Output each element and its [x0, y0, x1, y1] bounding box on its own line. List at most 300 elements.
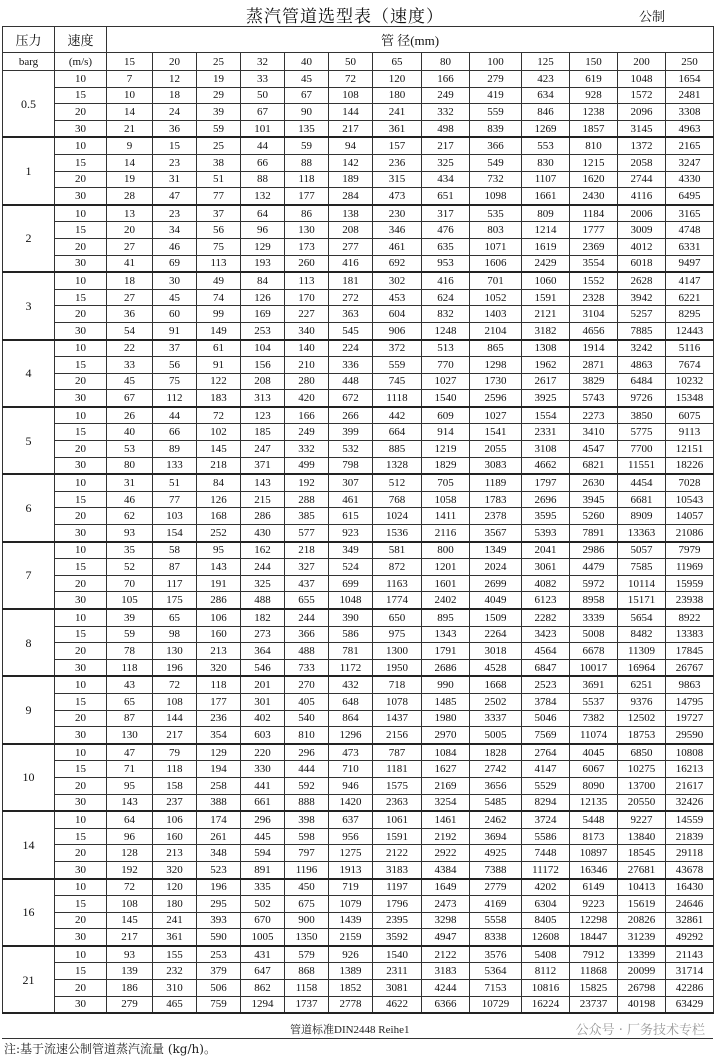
flow-value-cell: 1196 — [285, 861, 329, 878]
flow-value-cell: 559 — [470, 104, 522, 121]
flow-value-cell: 419 — [470, 87, 522, 104]
flow-value-cell: 4244 — [422, 980, 470, 997]
diameter-header-cell: 65 — [373, 53, 422, 71]
flow-value-cell: 18447 — [570, 929, 618, 946]
flow-value-cell: 16346 — [570, 861, 618, 878]
speed-cell: 20 — [55, 575, 107, 592]
flow-value-cell: 45 — [285, 71, 329, 88]
flow-value-cell: 177 — [285, 188, 329, 205]
pressure-cell: 4 — [3, 340, 55, 407]
flow-value-cell: 442 — [373, 407, 422, 424]
speed-cell: 30 — [55, 727, 107, 744]
flow-value-cell: 1349 — [470, 542, 522, 559]
flow-value-cell: 260 — [285, 255, 329, 272]
flow-value-cell: 11309 — [618, 643, 666, 660]
speed-cell: 20 — [55, 980, 107, 997]
table-row — [3, 306, 714, 323]
speed-cell: 10 — [55, 811, 107, 828]
table-row — [3, 424, 714, 441]
flow-value-cell: 220 — [241, 744, 285, 761]
speed-cell: 20 — [55, 845, 107, 862]
speed-cell: 10 — [55, 609, 107, 626]
diameter-header-cell: 100 — [470, 53, 522, 71]
flow-value-cell: 1350 — [285, 929, 329, 946]
table-row — [3, 289, 714, 306]
speed-cell: 10 — [55, 205, 107, 222]
flow-value-cell: 366 — [285, 626, 329, 643]
flow-value-cell: 12443 — [666, 322, 714, 339]
diameter-header-cell: 250 — [666, 53, 714, 71]
flow-value-cell: 317 — [422, 205, 470, 222]
flow-value-cell: 77 — [197, 188, 241, 205]
flow-value-cell: 402 — [241, 710, 285, 727]
flow-value-cell: 96 — [107, 828, 153, 845]
flow-value-cell: 52 — [107, 559, 153, 576]
flow-value-cell: 1061 — [373, 811, 422, 828]
flow-value-cell: 72 — [329, 71, 373, 88]
speed-cell: 10 — [55, 272, 107, 289]
flow-value-cell: 53 — [107, 441, 153, 458]
flow-value-cell: 173 — [285, 238, 329, 255]
flow-value-cell: 2462 — [470, 811, 522, 828]
flow-value-cell: 69 — [153, 255, 197, 272]
flow-value-cell: 868 — [285, 963, 329, 980]
flow-value-cell: 177 — [197, 693, 241, 710]
flow-value-cell: 2104 — [470, 322, 522, 339]
flow-value-cell: 759 — [197, 996, 241, 1013]
flow-value-cell: 4147 — [666, 272, 714, 289]
flow-value-cell: 101 — [241, 120, 285, 137]
flow-value-cell: 6123 — [522, 592, 570, 609]
flow-value-cell: 26 — [107, 407, 153, 424]
flow-value-cell: 603 — [241, 727, 285, 744]
flow-value-cell: 145 — [107, 912, 153, 929]
table-row — [3, 761, 714, 778]
flow-value-cell: 900 — [285, 912, 329, 929]
flow-value-cell: 1857 — [570, 120, 618, 137]
speed-cell: 30 — [55, 188, 107, 205]
flow-value-cell: 2055 — [470, 441, 522, 458]
flow-value-cell: 160 — [153, 828, 197, 845]
flow-value-cell: 23 — [153, 205, 197, 222]
flow-value-cell: 20099 — [618, 963, 666, 980]
flow-value-cell: 279 — [470, 71, 522, 88]
flow-value-cell: 332 — [422, 104, 470, 121]
flow-value-cell: 465 — [153, 996, 197, 1013]
flow-value-cell: 88 — [285, 154, 329, 171]
table-row — [3, 710, 714, 727]
speed-cell: 15 — [55, 87, 107, 104]
flow-value-cell: 7674 — [666, 357, 714, 374]
flow-value-cell: 37 — [197, 205, 241, 222]
flow-value-cell: 22 — [107, 340, 153, 357]
flow-value-cell: 770 — [422, 357, 470, 374]
flow-value-cell: 803 — [470, 222, 522, 239]
flow-value-cell: 8909 — [618, 508, 666, 525]
speed-cell: 20 — [55, 306, 107, 323]
flow-value-cell: 864 — [329, 710, 373, 727]
flow-value-cell: 523 — [197, 861, 241, 878]
flow-value-cell: 266 — [329, 407, 373, 424]
flow-value-cell: 93 — [107, 525, 153, 542]
speed-cell: 10 — [55, 340, 107, 357]
flow-value-cell: 535 — [470, 205, 522, 222]
flow-value-cell: 2970 — [422, 727, 470, 744]
flow-value-cell: 26798 — [618, 980, 666, 997]
pressure-unit: barg — [3, 53, 55, 71]
flow-value-cell: 56 — [153, 357, 197, 374]
flow-value-cell: 34 — [153, 222, 197, 239]
speed-cell: 15 — [55, 289, 107, 306]
flow-value-cell: 6018 — [618, 255, 666, 272]
flow-value-cell: 398 — [285, 811, 329, 828]
flow-value-cell: 619 — [570, 71, 618, 88]
flow-value-cell: 906 — [373, 322, 422, 339]
flow-value-cell: 2169 — [422, 777, 470, 794]
flow-value-cell: 2744 — [618, 171, 666, 188]
flow-value-cell: 6067 — [570, 761, 618, 778]
flow-value-cell: 2473 — [422, 896, 470, 913]
flow-value-cell: 64 — [107, 811, 153, 828]
flow-value-cell: 1058 — [422, 491, 470, 508]
flow-value-cell: 90 — [285, 104, 329, 121]
flow-value-cell: 809 — [522, 205, 570, 222]
flow-value-cell: 16224 — [522, 996, 570, 1013]
flow-value-cell: 4528 — [470, 659, 522, 676]
flow-value-cell: 140 — [285, 340, 329, 357]
flow-value-cell: 888 — [285, 794, 329, 811]
flow-value-cell: 31239 — [618, 929, 666, 946]
flow-value-cell: 1079 — [329, 896, 373, 913]
speed-cell: 20 — [55, 171, 107, 188]
table-row — [3, 693, 714, 710]
flow-value-cell: 23 — [153, 154, 197, 171]
flow-value-cell: 832 — [422, 306, 470, 323]
flow-value-cell: 123 — [241, 407, 285, 424]
speed-cell: 30 — [55, 996, 107, 1013]
flow-value-cell: 143 — [107, 794, 153, 811]
flow-value-cell: 23938 — [666, 592, 714, 609]
flow-value-cell: 4947 — [422, 929, 470, 946]
flow-value-cell: 7700 — [618, 441, 666, 458]
speed-cell: 20 — [55, 777, 107, 794]
flow-value-cell: 1980 — [422, 710, 470, 727]
flow-value-cell: 113 — [285, 272, 329, 289]
table-row — [3, 457, 714, 474]
flow-value-cell: 175 — [153, 592, 197, 609]
flow-value-cell: 2430 — [570, 188, 618, 205]
flow-value-cell: 38 — [197, 154, 241, 171]
flow-value-cell: 846 — [522, 104, 570, 121]
table-row — [3, 980, 714, 997]
flow-value-cell: 10 — [107, 87, 153, 104]
flow-value-cell: 155 — [153, 946, 197, 963]
flow-value-cell: 705 — [422, 474, 470, 491]
flow-value-cell: 9497 — [666, 255, 714, 272]
pressure-cell: 6 — [3, 474, 55, 541]
flow-value-cell: 217 — [422, 137, 470, 154]
flow-value-cell: 31714 — [666, 963, 714, 980]
flow-value-cell: 1541 — [470, 424, 522, 441]
flow-value-cell: 182 — [241, 609, 285, 626]
flow-value-cell: 5005 — [470, 727, 522, 744]
header-row-units — [3, 53, 714, 71]
flow-value-cell: 393 — [197, 912, 241, 929]
flow-value-cell: 4863 — [618, 357, 666, 374]
flow-value-cell: 20 — [107, 222, 153, 239]
table-row — [3, 559, 714, 576]
flow-value-cell: 67 — [107, 390, 153, 407]
flow-value-cell: 781 — [329, 643, 373, 660]
table-row — [3, 912, 714, 929]
table-row — [3, 357, 714, 374]
flow-value-cell: 244 — [241, 559, 285, 576]
flow-value-cell: 16964 — [618, 659, 666, 676]
flow-value-cell: 577 — [285, 525, 329, 542]
flow-value-cell: 117 — [153, 575, 197, 592]
flow-value-cell: 581 — [373, 542, 422, 559]
flow-value-cell: 126 — [241, 289, 285, 306]
speed-cell: 15 — [55, 357, 107, 374]
flow-value-cell: 88 — [241, 171, 285, 188]
flow-value-cell: 21617 — [666, 777, 714, 794]
speed-cell: 10 — [55, 71, 107, 88]
flow-value-cell: 3942 — [618, 289, 666, 306]
table-row — [3, 777, 714, 794]
flow-value-cell: 797 — [285, 845, 329, 862]
flow-value-cell: 385 — [285, 508, 329, 525]
flow-value-cell: 1950 — [373, 659, 422, 676]
flow-value-cell: 2481 — [666, 87, 714, 104]
flow-value-cell: 63429 — [666, 996, 714, 1013]
speed-cell: 30 — [55, 390, 107, 407]
flow-value-cell: 42286 — [666, 980, 714, 997]
flow-value-cell: 2311 — [373, 963, 422, 980]
diameter-header-cell: 15 — [107, 53, 153, 71]
flow-value-cell: 5364 — [470, 963, 522, 980]
flow-value-cell: 118 — [285, 171, 329, 188]
flow-value-cell: 84 — [241, 272, 285, 289]
flow-value-cell: 476 — [422, 222, 470, 239]
flow-value-cell: 8958 — [570, 592, 618, 609]
flow-value-cell: 1420 — [329, 794, 373, 811]
flow-value-cell: 1627 — [422, 761, 470, 778]
flow-value-cell: 29 — [197, 87, 241, 104]
flow-value-cell: 1829 — [422, 457, 470, 474]
flow-value-cell: 9223 — [570, 896, 618, 913]
flow-value-cell: 363 — [329, 306, 373, 323]
flow-value-cell: 241 — [373, 104, 422, 121]
flow-value-cell: 296 — [285, 744, 329, 761]
flow-value-cell: 4330 — [666, 171, 714, 188]
flow-value-cell: 2502 — [470, 693, 522, 710]
flow-value-cell: 732 — [470, 171, 522, 188]
flow-value-cell: 249 — [422, 87, 470, 104]
flow-value-cell: 1509 — [470, 609, 522, 626]
flow-value-cell: 810 — [285, 727, 329, 744]
flow-value-cell: 12298 — [570, 912, 618, 929]
flow-value-cell: 62 — [107, 508, 153, 525]
table-row — [3, 861, 714, 878]
flow-value-cell: 862 — [241, 980, 285, 997]
steam-pipe-table — [2, 26, 714, 1014]
flow-value-cell: 4147 — [522, 761, 570, 778]
flow-value-cell: 692 — [373, 255, 422, 272]
flow-value-cell: 1913 — [329, 861, 373, 878]
flow-value-cell: 1048 — [618, 71, 666, 88]
flow-value-cell: 699 — [329, 575, 373, 592]
flow-value-cell: 26767 — [666, 659, 714, 676]
flow-value-cell: 8173 — [570, 828, 618, 845]
flow-value-cell: 361 — [373, 120, 422, 137]
flow-value-cell: 70 — [107, 575, 153, 592]
flow-value-cell: 453 — [373, 289, 422, 306]
flow-value-cell: 513 — [422, 340, 470, 357]
flow-value-cell: 651 — [422, 188, 470, 205]
flow-value-cell: 91 — [153, 322, 197, 339]
flow-value-cell: 59 — [285, 137, 329, 154]
flow-value-cell: 1437 — [373, 710, 422, 727]
speed-cell: 15 — [55, 963, 107, 980]
flow-value-cell: 3784 — [522, 693, 570, 710]
flow-value-cell: 72 — [197, 407, 241, 424]
flow-value-cell: 224 — [329, 340, 373, 357]
flow-value-cell: 540 — [285, 710, 329, 727]
flow-value-cell: 17845 — [666, 643, 714, 660]
flow-value-cell: 787 — [373, 744, 422, 761]
flow-value-cell: 8405 — [522, 912, 570, 929]
table-row — [3, 794, 714, 811]
flow-value-cell: 1552 — [570, 272, 618, 289]
speed-cell: 10 — [55, 676, 107, 693]
flow-value-cell: 11551 — [618, 457, 666, 474]
diameter-header-cell: 150 — [570, 53, 618, 71]
speed-cell: 10 — [55, 542, 107, 559]
flow-value-cell: 87 — [107, 710, 153, 727]
flow-value-cell: 71 — [107, 761, 153, 778]
flow-value-cell: 9 — [107, 137, 153, 154]
flow-value-cell: 2165 — [666, 137, 714, 154]
flow-value-cell: 95 — [107, 777, 153, 794]
speed-cell: 30 — [55, 659, 107, 676]
flow-value-cell: 113 — [197, 255, 241, 272]
flow-value-cell: 3183 — [373, 861, 422, 878]
flow-value-cell: 45 — [107, 373, 153, 390]
flow-value-cell: 3183 — [422, 963, 470, 980]
flow-value-cell: 46 — [107, 491, 153, 508]
speed-cell: 30 — [55, 457, 107, 474]
flow-value-cell: 3337 — [470, 710, 522, 727]
table-row — [3, 390, 714, 407]
flow-value-cell: 1572 — [618, 87, 666, 104]
flow-value-cell: 33 — [241, 71, 285, 88]
flow-value-cell: 2363 — [373, 794, 422, 811]
flow-value-cell: 1300 — [373, 643, 422, 660]
flow-value-cell: 130 — [107, 727, 153, 744]
flow-value-cell: 1797 — [522, 474, 570, 491]
speed-cell: 15 — [55, 559, 107, 576]
flow-value-cell: 120 — [373, 71, 422, 88]
flow-value-cell: 330 — [241, 761, 285, 778]
flow-value-cell: 103 — [153, 508, 197, 525]
flow-value-cell: 3829 — [570, 373, 618, 390]
table-row — [3, 896, 714, 913]
table-row — [3, 879, 714, 896]
flow-value-cell: 2686 — [422, 659, 470, 676]
flow-value-cell: 84 — [197, 474, 241, 491]
flow-value-cell: 5057 — [618, 542, 666, 559]
flow-value-cell: 272 — [329, 289, 373, 306]
flow-value-cell: 4748 — [666, 222, 714, 239]
flow-value-cell: 598 — [285, 828, 329, 845]
speed-cell: 15 — [55, 626, 107, 643]
flow-value-cell: 218 — [197, 457, 241, 474]
flow-value-cell: 1554 — [522, 407, 570, 424]
flow-value-cell: 33 — [107, 357, 153, 374]
flow-value-cell: 156 — [241, 357, 285, 374]
flow-value-cell: 230 — [373, 205, 422, 222]
flow-value-cell: 20826 — [618, 912, 666, 929]
flow-value-cell: 13363 — [618, 525, 666, 542]
speed-cell: 15 — [55, 828, 107, 845]
flow-value-cell: 9227 — [618, 811, 666, 828]
flow-value-cell: 4925 — [470, 845, 522, 862]
flow-value-cell: 12135 — [570, 794, 618, 811]
flow-value-cell: 28 — [107, 188, 153, 205]
flow-value-cell: 31 — [107, 474, 153, 491]
flow-value-cell: 7885 — [618, 322, 666, 339]
flow-value-cell: 9376 — [618, 693, 666, 710]
flow-value-cell: 261 — [197, 828, 241, 845]
flow-value-cell: 1060 — [522, 272, 570, 289]
flow-value-cell: 18545 — [618, 845, 666, 862]
flow-value-cell: 41 — [107, 255, 153, 272]
flow-value-cell: 3576 — [470, 946, 522, 963]
flow-value-cell: 87 — [153, 559, 197, 576]
flow-value-cell: 1048 — [329, 592, 373, 609]
flow-value-cell: 768 — [373, 491, 422, 508]
flow-value-cell: 545 — [329, 322, 373, 339]
flow-value-cell: 8090 — [570, 777, 618, 794]
flow-value-cell: 213 — [153, 845, 197, 862]
table-row — [3, 373, 714, 390]
table-row — [3, 322, 714, 339]
flow-value-cell: 77 — [153, 491, 197, 508]
flow-value-cell: 217 — [153, 727, 197, 744]
flow-value-cell: 895 — [422, 609, 470, 626]
flow-value-cell: 8112 — [522, 963, 570, 980]
flow-value-cell: 118 — [197, 676, 241, 693]
flow-value-cell: 133 — [153, 457, 197, 474]
flow-value-cell: 144 — [329, 104, 373, 121]
flow-value-cell: 390 — [329, 609, 373, 626]
flow-value-cell: 434 — [422, 171, 470, 188]
flow-value-cell: 10729 — [470, 996, 522, 1013]
flow-value-cell: 473 — [373, 188, 422, 205]
speed-cell: 20 — [55, 508, 107, 525]
flow-value-cell: 13 — [107, 205, 153, 222]
flow-value-cell: 609 — [422, 407, 470, 424]
flow-value-cell: 7569 — [522, 727, 570, 744]
flow-value-cell: 320 — [153, 861, 197, 878]
flow-value-cell: 1737 — [285, 996, 329, 1013]
flow-value-cell: 2058 — [618, 154, 666, 171]
flow-value-cell: 158 — [153, 777, 197, 794]
flow-value-cell: 1118 — [373, 390, 422, 407]
flow-value-cell: 192 — [107, 861, 153, 878]
flow-value-cell: 7585 — [618, 559, 666, 576]
flow-value-cell: 79 — [153, 744, 197, 761]
